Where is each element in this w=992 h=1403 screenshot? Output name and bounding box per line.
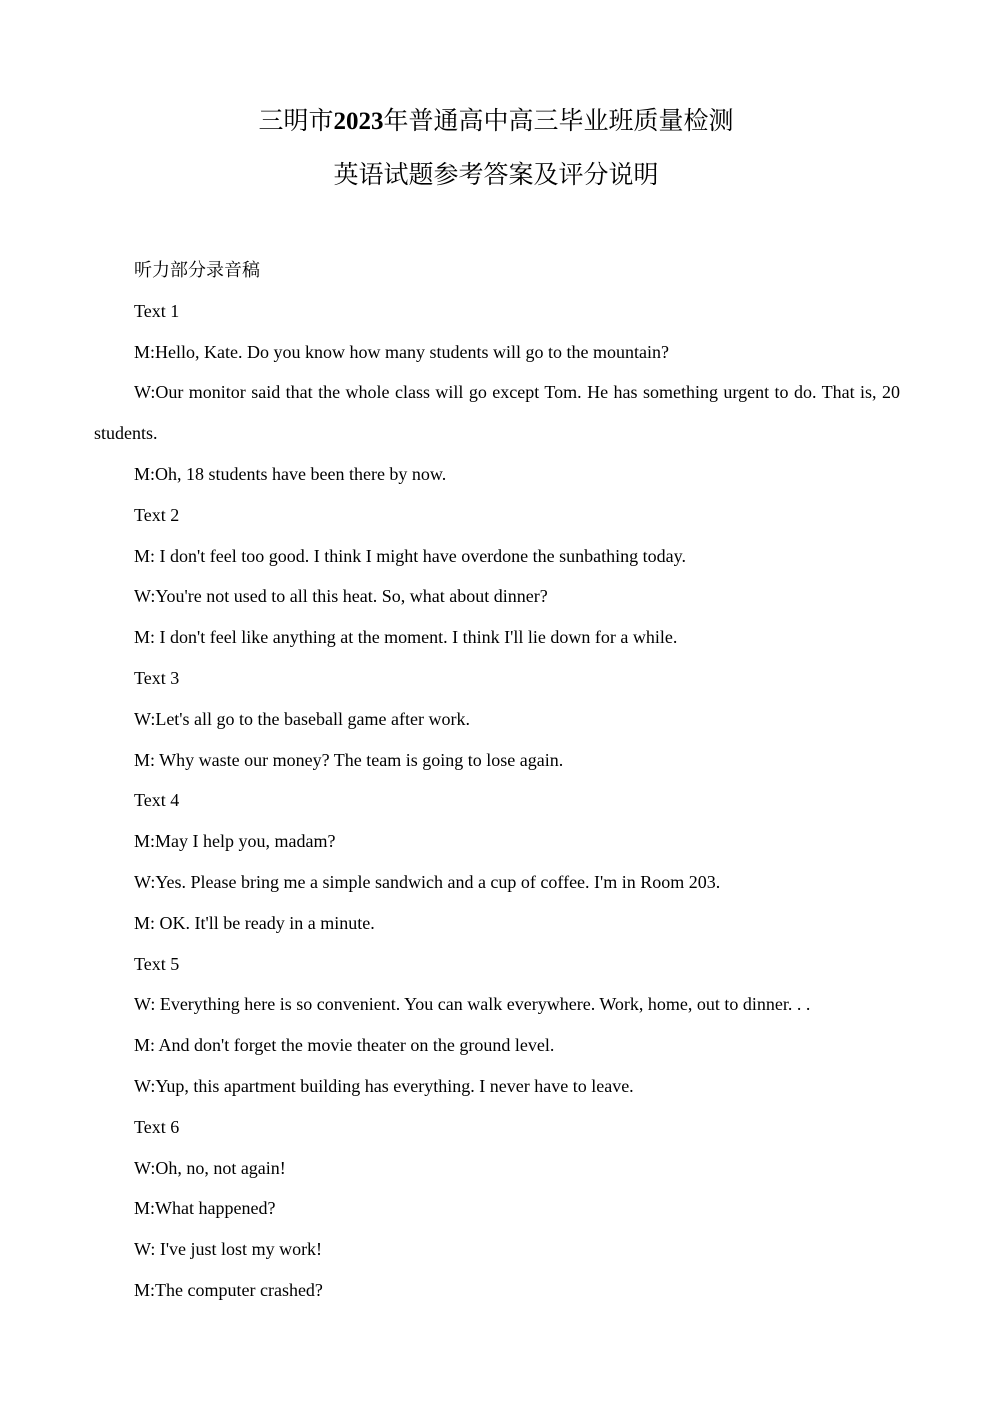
title-suffix: 年普通高中高三毕业班质量检测 — [383, 108, 734, 135]
dialogue-line: M: Why waste our money? The team is going to lose again. — [134, 749, 564, 770]
text-label: Text 4 — [134, 790, 180, 811]
text-label: Text 5 — [134, 953, 180, 974]
dialogue-line: W: I've just lost my work! — [134, 1239, 323, 1260]
text-label: Text 3 — [134, 667, 180, 688]
dialogue-line: M:Oh, 18 students have been there by now. — [134, 463, 447, 484]
dialogue-line: W:Let's all go to the baseball game after work. — [134, 708, 470, 729]
title-prefix: 三明市 — [258, 108, 334, 135]
dialogue-line: W:Oh, no, not again! — [134, 1157, 286, 1178]
page-subtitle: 英语试题参考答案及评分说明 — [333, 162, 659, 189]
dialogue-line: M: I don't feel too good. I think I might have overdone the sunbathing today. — [134, 545, 686, 566]
text-label: Text 1 — [134, 300, 180, 321]
dialogue-line: M: And don't forget the movie theater on the ground level. — [134, 1035, 555, 1056]
dialogue-line: M: OK. It'll be ready in a minute. — [134, 912, 375, 933]
dialogue-line: M:Hello, Kate. Do you know how many students will go to the mountain? — [134, 341, 669, 362]
dialogue-line: M:May I help you, madam? — [134, 831, 336, 852]
page-title — [0, 106, 992, 138]
text-label: Text 2 — [134, 504, 180, 525]
dialogue-line: M: I don't feel like anything at the moment. I think I'll lie down for a while. — [134, 627, 678, 648]
text-label: Text 6 — [134, 1116, 180, 1137]
dialogue-line: W:You're not used to all this heat. So, what about dinner? — [134, 586, 548, 607]
dialogue-line: W:Yes. Please bring me a simple sandwich and a cup of coffee. I'm in Room 203. — [134, 871, 721, 892]
dialogue-line: W:Our monitor said that the whole class will go except Tom. He has something urgent to do. That is, 20 students. — [94, 382, 900, 444]
dialogue-line: M:What happened? — [134, 1198, 276, 1219]
dialogue-line: M:The computer crashed? — [134, 1279, 323, 1300]
title-year: 2023 — [333, 108, 384, 135]
dialogue-line: W:Yup, this apartment building has everything. I never have to leave. — [134, 1075, 634, 1096]
section-heading: 听力部分录音稿 — [134, 260, 260, 280]
transcript-body — [94, 250, 900, 1311]
dialogue-line: W: Everything here is so convenient. You can walk everywhere. Work, home, out to dinner. . . — [134, 994, 811, 1015]
